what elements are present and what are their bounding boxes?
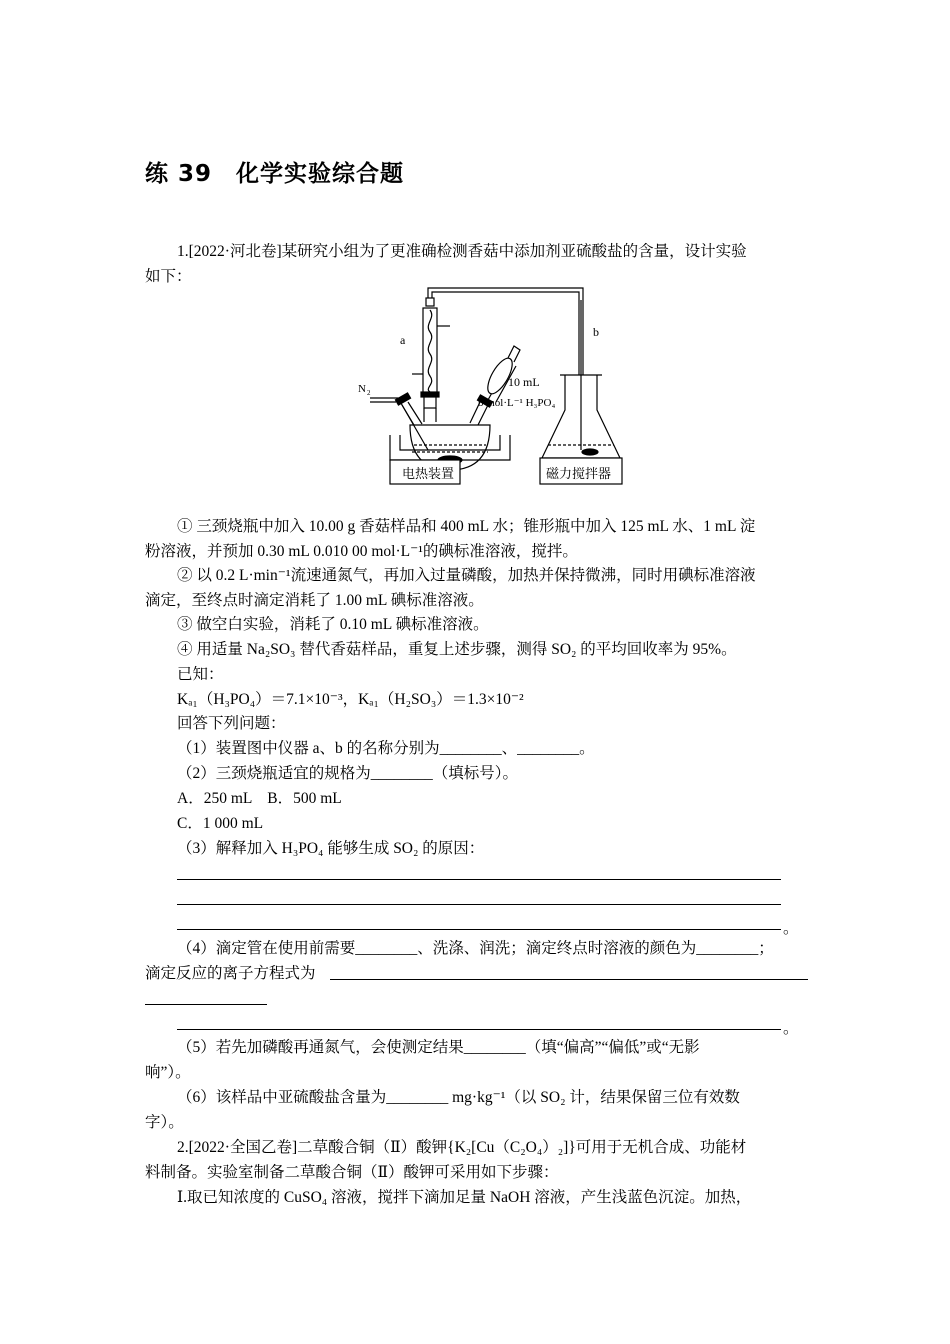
- part5-line1: （5）若先加磷酸再通氮气，会使测定结果________（填“偏高”“偏低”或“无影: [177, 1039, 700, 1056]
- label-volume: 10 mL: [508, 375, 540, 389]
- part1: （1）装置图中仪器 a、b 的名称分别为________、________。: [177, 740, 595, 757]
- step4: ④ 用适量 Na₂SO₃ 替代香菇样品，重复上述步骤，测得 SO₂ 的平均回收率为 95%。: [177, 641, 737, 658]
- part6-line1: （6）该样品中亚硫酸盐含量为________ mg·kg⁻¹（以 SO₂ 计，结果保留三位有效数: [177, 1089, 740, 1106]
- known-label: 已知：: [177, 666, 224, 683]
- heater-label: 电热装置: [402, 466, 455, 481]
- answer-line[interactable]: [177, 903, 781, 905]
- part4-line2: 滴定反应的离子方程式为: [145, 965, 316, 982]
- answer-line[interactable]: [177, 878, 781, 880]
- step3: ③ 做空白实验，消耗了 0.10 mL 碘标准溶液。: [177, 616, 489, 633]
- answer-line[interactable]: [177, 1028, 781, 1030]
- period-mark: 。: [783, 1020, 799, 1037]
- apparatus-diagram: [350, 280, 630, 490]
- q2-step1: Ⅰ.取已知浓度的 CuSO₄ 溶液，搅拌下滴加足量 NaOH 溶液，产生浅蓝色沉淀。加热，: [177, 1189, 752, 1206]
- answer-line[interactable]: [145, 1003, 267, 1005]
- part6-line2: 字）。: [145, 1114, 184, 1131]
- option-c: C．1 000 mL: [177, 815, 264, 832]
- label-b: b: [593, 325, 599, 339]
- stirrer-label: 磁力搅拌器: [546, 466, 612, 481]
- step1-line1: ① 三颈烧瓶中加入 10.00 g 香菇样品和 400 mL 水；锥形瓶中加入 125 mL 水、1 mL 淀: [177, 518, 756, 535]
- answer-line[interactable]: [177, 928, 781, 930]
- q2-intro-line1: 2.[2022·全国乙卷]二草酸合铜（Ⅱ）酸钾{K₂[Cu（C₂O₄）₂]}可用于无机合成、功能材: [177, 1139, 747, 1156]
- part4-line1: （4）滴定管在使用前需要________、洗涤、润洗；滴定终点时溶液的颜色为________；: [177, 940, 774, 957]
- step2-line1: ② 以 0.2 L·min⁻¹流速通氮气，再加入过量磷酸，加热并保持微沸，同时用碘标准溶液: [177, 567, 756, 584]
- part5-line2: 响”）。: [145, 1064, 191, 1081]
- q1-intro-line2: 如下：: [145, 268, 192, 285]
- step1-line2: 粉溶液，并预加 0.30 mL 0.010 00 mol·L⁻¹的碘标准溶液，搅拌。: [145, 543, 578, 560]
- connecting-tube: [428, 288, 583, 300]
- label-n2-sub: 2: [367, 389, 371, 397]
- q1-intro-line1: 1.[2022·河北卷]某研究小组为了更准确检测香菇中添加剂亚硫酸盐的含量，设计实验: [177, 243, 747, 260]
- ka-values: Kₐ₁（H₃PO₄）＝7.1×10⁻³，Kₐ₁（H₂SO₃）＝1.3×10⁻²: [177, 691, 524, 708]
- answer-intro: 回答下列问题：: [177, 715, 286, 732]
- page-title: 练 39 化学实验综合题: [145, 161, 405, 187]
- step2-line2: 滴定，至终点时滴定消耗了 1.00 mL 碘标准溶液。: [145, 592, 484, 609]
- part3: （3）解释加入 H₃PO₄ 能够生成 SO₂ 的原因：: [177, 840, 485, 857]
- part2: （2）三颈烧瓶适宜的规格为________（填标号）。: [177, 765, 519, 782]
- options-ab: A．250 mL B．500 mL: [177, 790, 342, 807]
- label-a: a: [400, 333, 406, 347]
- period-mark: 。: [783, 920, 799, 937]
- label-concentration: b mol·L⁻¹ H₃PO₄: [478, 397, 556, 409]
- q2-intro-line2: 料制备。实验室制备二草酸合铜（Ⅱ）酸钾可采用如下步骤：: [145, 1164, 559, 1181]
- label-n2: N: [358, 383, 366, 395]
- answer-line[interactable]: [330, 978, 808, 980]
